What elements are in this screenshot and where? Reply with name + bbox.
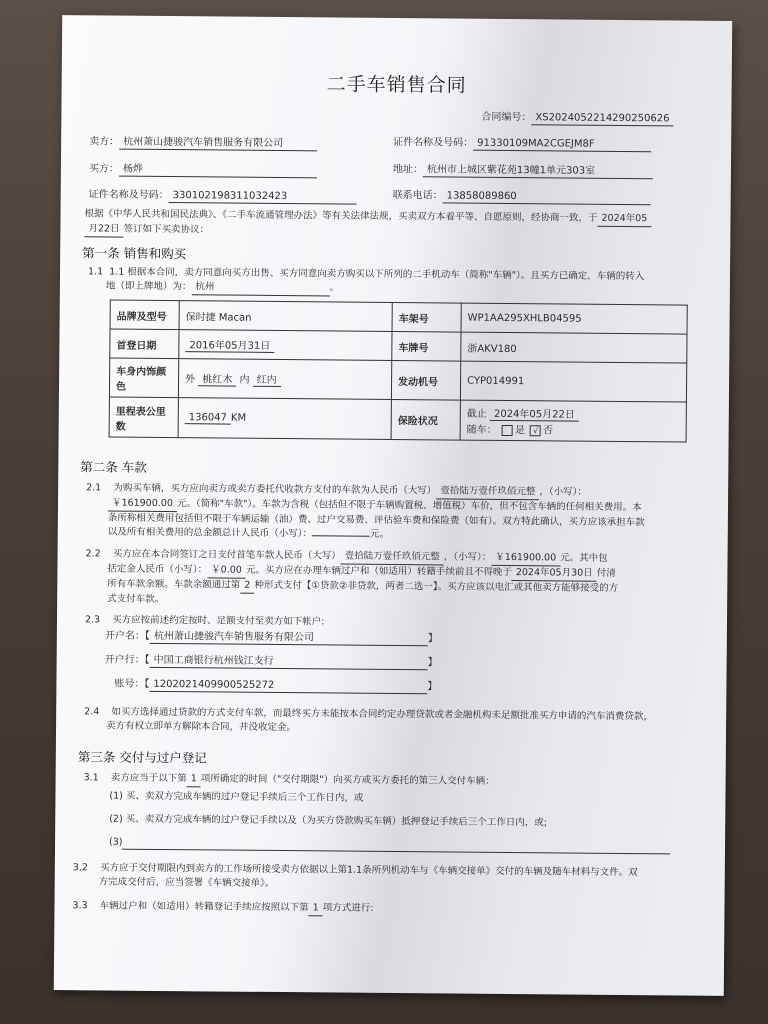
- plate-label: 车牌号: [392, 331, 461, 361]
- seller-field: 卖方： 杭州萧山捷骏汽车销售服务有限公司: [89, 135, 317, 151]
- reg-date-label: 首登日期: [110, 329, 179, 359]
- engine-value: CYP014991: [460, 361, 686, 402]
- mileage-cell: 136047 KM: [178, 398, 391, 440]
- brand-label: 品牌及型号: [110, 300, 179, 330]
- brand-value: 保时捷 Macan: [179, 301, 392, 332]
- clause-1-1: 1.1 1.1 根据本合同，卖方同意向买方出售、买方同意向卖方购买以下所列的二手机动车（简称"车辆"）。且买方已确定，车辆的转入 地（即上牌地）为： 杭州 。: [88, 265, 698, 299]
- reg-date-value: 2016年05月31日: [185, 336, 274, 353]
- contract-page: [54, 15, 732, 996]
- table-row: [109, 358, 686, 402]
- section-2-title: 第二条 车款: [80, 459, 147, 475]
- buyer-id-field: 证件名称及号码： 330102198311032423: [89, 188, 357, 204]
- color-cell: 外 桃红木 内 红内: [178, 359, 391, 400]
- clause-2-2: 2.2 买方应在本合同签订之日支付首笔车款人民币（大写） 壹拾陆万壹仟玖佰元整 ，（小写）： ￥161900.00 元。其中包 括定金人民币（小写）： ￥0.00 元。买方应在办理车辆过户和（如适用）转籍手续前且不得晚于 2024年05月30日 付清 所有车款余额。车款余额通过第 2 种形式支付【①贷款②非贷款，两者二选一】。买方应该以电汇或其他卖方能够接受的方 式支付车款。: [85, 548, 619, 606]
- checkbox-no-mark: [502, 424, 513, 435]
- seller-id-field: 证件名称及号码： 91330109MA2CGEJM8F: [393, 136, 651, 152]
- option-1: (1) 买、卖双方完成车辆的过户登记手续后三个工作日内，或: [109, 790, 364, 804]
- reg-date-cell: [179, 330, 392, 361]
- phone-field: 联系电话： 13858089860: [393, 189, 651, 205]
- mileage-label: 里程表公里数: [109, 397, 178, 438]
- clause-3-2: 3.2 买方应于交付期限内到卖方的工作场所接受卖方依据以上第1.1条所列机动车与《车辆交接单》交付的车辆及随车材料与文件。双 方完成交付后，应当签署《车辆交接单》。: [72, 862, 638, 889]
- vin-value: WP1AA295XHLB04595: [461, 303, 687, 334]
- section-3-title: 第三条 交付与过户登记: [77, 749, 207, 766]
- address-field: 地址： 杭州市上城区紫花苑13幢1单元303室: [393, 163, 653, 179]
- vehicle-info-table: [109, 300, 688, 443]
- account-bank-field: 开户行：【 中国工商银行杭州钱江支行 】: [104, 654, 438, 669]
- option-3: (3): [109, 836, 689, 855]
- option-2: (2) 买、卖双方完成车辆的过户登记手续以及（为买方贷款购买车辆）抵押登记手续后三个工作日内，或;: [109, 813, 547, 829]
- engine-label: 发动机号: [391, 360, 460, 400]
- contract-number: 合同编号： XS2024052214290250626: [481, 111, 673, 127]
- intro-paragraph: 根据《中华人民共和国民法典》、《二手车流通管理办法》等有关法律法规，买卖双方本着平等、自愿原则，经协商一致，于 2024年05 月22日 签订如下买卖协议：: [84, 207, 699, 242]
- table-row: [109, 397, 686, 442]
- insurance-cell: 截止 2024年05月22日 随车： 是 √ 否: [460, 400, 686, 442]
- clause-3-1: 3.1 卖方应当于以下第 1 项所确定的时间（"交付期限"）向买方或买方委托的第三人交付车辆：: [83, 772, 495, 787]
- buyer-field: 买方： 杨烨: [89, 162, 317, 178]
- insurance-label: 保险状况: [391, 399, 460, 440]
- clause-3-3: 3.3 车辆过户和（如适用）转籍登记手续应按照以下第 1 项方式进行:: [72, 899, 692, 919]
- checkmark-icon: √: [530, 425, 541, 436]
- clause-2-1: 2.1 为购买车辆，买方应向卖方或卖方委托代收款方支付的车款为人民币（大写） 壹拾陆万壹仟玖佰元整 ，（小写）： ￥161900.00 元。（简称"车款"）。车款为含税（包括但不限于车辆购置税、增值税）车价，但不包含车辆的任何相关费用。本 条所称相关费用包括但不限于车辆运输（油）费、过户交易费、评估验车费和保险费（如有）。双方特此确认，买方应该承担车款 以及所有相关费用的总金额总计人民币（小写）： 元。: [86, 482, 645, 540]
- plate-value: 浙AKV180: [461, 332, 687, 363]
- document-title: 二手车销售合同: [326, 73, 467, 97]
- clause-2-4: 2.4 如买方选择通过贷款的方式支付车款，而最终买方未能按本合同约定办理贷款或者金融机构未足额批准买方申请的汽车消费贷款， 卖方有权立即单方解除本合同，并没收定金。: [84, 706, 653, 734]
- account-name-field: 开户名：【 杭州萧山捷骏汽车销售服务有限公司 】: [104, 630, 438, 645]
- vin-label: 车架号: [392, 302, 461, 332]
- color-label: 车身内饰颜色: [109, 358, 178, 398]
- clause-2-3: 2.3 买方应按前述约定按时、足额支付至卖方如下帐户:: [84, 614, 325, 628]
- section-1-title: 第一条 销售和购买: [82, 245, 187, 262]
- account-number-field: 账号：【 1202021409900525272 】: [114, 678, 438, 693]
